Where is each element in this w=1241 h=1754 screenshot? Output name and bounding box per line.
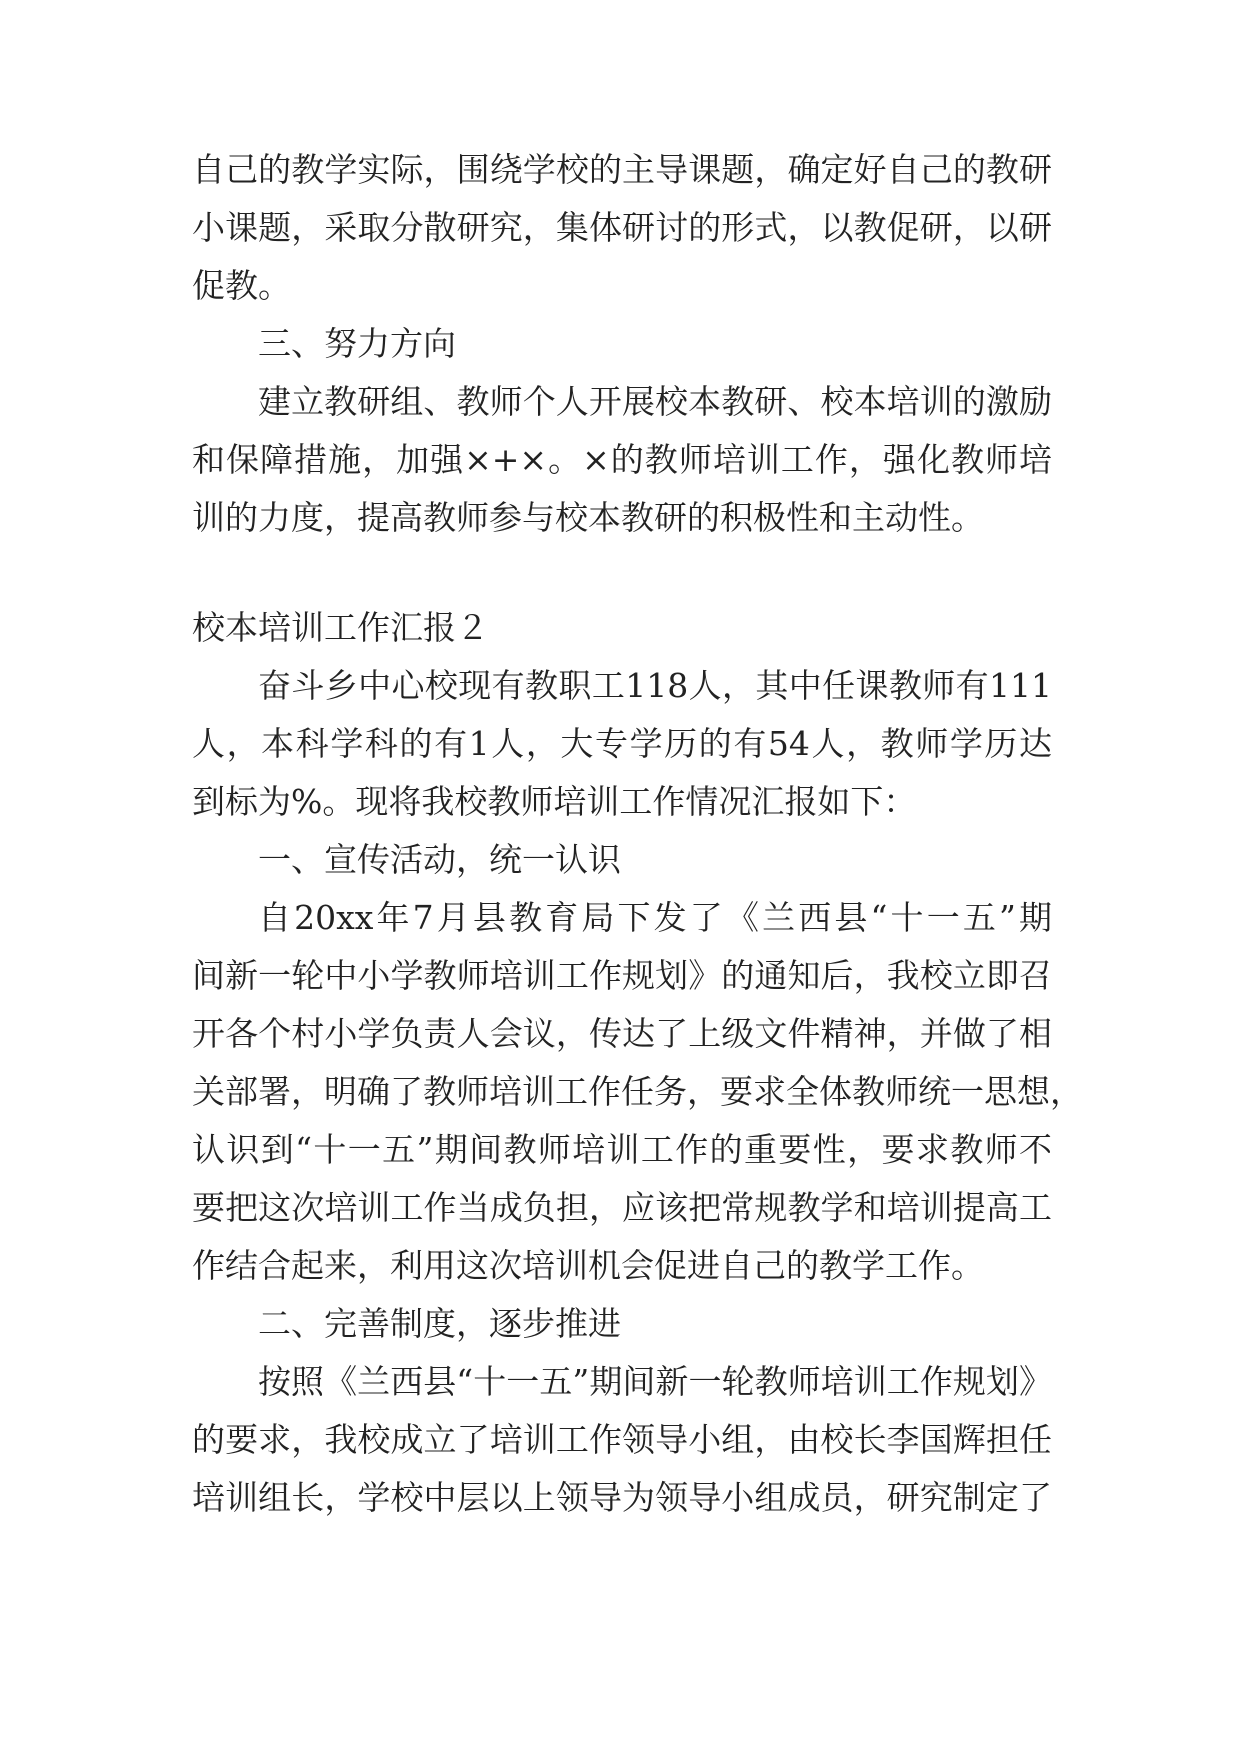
paragraph-line: 的要求，我校成立了培训工作领导小组，由校长李国辉担任	[192, 1420, 1052, 1459]
paragraph-line: 建立教研组、教师个人开展校本教研、校本培训的激励	[258, 382, 1052, 421]
paragraph-line: 自20xx年7月县教育局下发了《兰西县“十一五”期	[258, 898, 1052, 937]
section-heading: 三、努力方向	[258, 324, 456, 363]
paragraph-line: 促教。	[192, 266, 291, 305]
section-heading: 一、宣传活动，统一认识	[258, 840, 621, 879]
paragraph-line: 间新一轮中小学教师培训工作规划》的通知后，我校立即召	[192, 956, 1052, 995]
paragraph-line: 到标为%。现将我校教师培训工作情况汇报如下：	[192, 782, 917, 821]
section-heading: 二、完善制度，逐步推进	[258, 1304, 621, 1343]
document-title: 校本培训工作汇报２	[192, 608, 489, 647]
paragraph-line: 认识到“十一五”期间教师培训工作的重要性，要求教师不	[192, 1130, 1052, 1169]
paragraph-line: 训的力度，提高教师参与校本教研的积极性和主动性。	[192, 498, 984, 537]
paragraph-line: 奋斗乡中心校现有教职工118人，其中任课教师有111	[258, 666, 1052, 705]
paragraph-line: 和保障措施，加强×+×。×的教师培训工作，强化教师培	[192, 440, 1052, 479]
paragraph-line: 关部署，明确了教师培训工作任务，要求全体教师统一思想，	[192, 1072, 1083, 1111]
paragraph-line: 自己的教学实际，围绕学校的主导课题，确定好自己的教研	[192, 150, 1052, 189]
paragraph-line: 人，本科学科的有1人，大专学历的有54人，教师学历达	[192, 724, 1052, 763]
paragraph-line: 作结合起来，利用这次培训机会促进自己的教学工作。	[192, 1246, 984, 1285]
paragraph-line: 培训组长，学校中层以上领导为领导小组成员，研究制定了	[192, 1478, 1052, 1517]
paragraph-line: 开各个村小学负责人会议，传达了上级文件精神，并做了相	[192, 1014, 1052, 1053]
paragraph-line: 要把这次培训工作当成负担，应该把常规教学和培训提高工	[192, 1188, 1052, 1227]
paragraph-line: 按照《兰西县“十一五”期间新一轮教师培训工作规划》	[258, 1362, 1052, 1401]
paragraph-line: 小课题，采取分散研究，集体研讨的形式，以教促研，以研	[192, 208, 1052, 247]
